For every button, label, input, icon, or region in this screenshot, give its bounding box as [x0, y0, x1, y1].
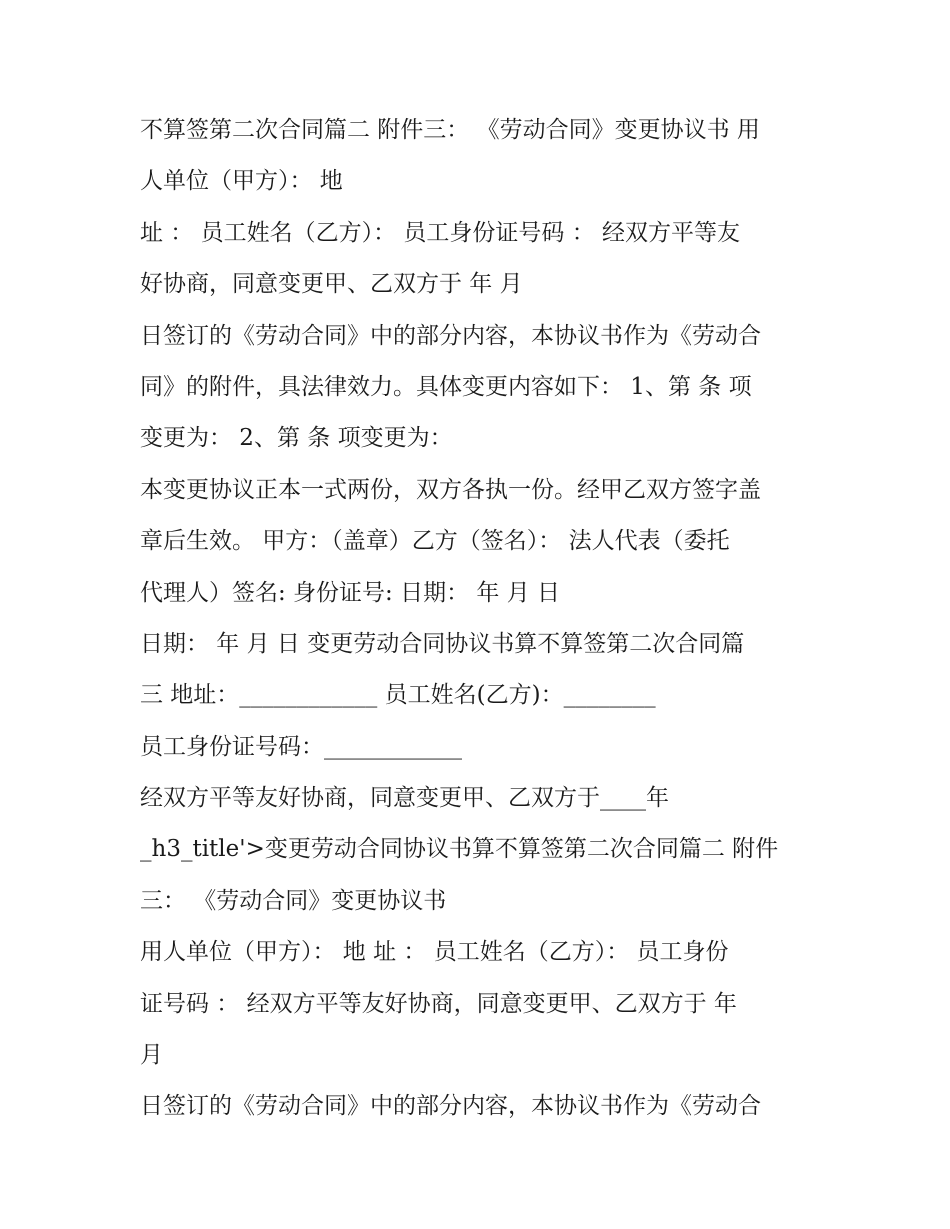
text-line: 三： 《劳动合同》变更协议书 [140, 887, 447, 914]
text-line: 证号码 ： 经双方平等友好协商，同意变更甲、乙双方于 年 [140, 990, 737, 1017]
text-line: 人单位（甲方）： 地 [140, 168, 343, 195]
text-line: 日签订的《劳动合同》中的部分内容，本协议书作为《劳动合 [140, 1093, 761, 1120]
text-line: _h3_title'>变更劳动合同协议书算不算签第二次合同篇二 附件 [140, 836, 779, 863]
text-line: 好协商，同意变更甲、乙双方于 年 月 [140, 271, 523, 298]
text-line: 日期： 年 月 日 变更劳动合同协议书算不算签第二次合同篇 [140, 630, 745, 657]
text-line: 代理人）签名: 身份证号: 日期： 年 月 日 [140, 579, 561, 606]
document-body [140, 105, 820, 1133]
text-line: 不算签第二次合同篇二 附件三： 《劳动合同》变更协议书 用 [140, 117, 760, 143]
text-line: 经双方平等友好协商，同意变更甲、乙双方于____年 [140, 785, 669, 812]
text-line: 章后生效。 甲方：（盖章）乙方（签名）： 法人代表（委托 [140, 528, 730, 555]
text-line: 变更为： 2、第 条 项变更为： [140, 425, 453, 452]
text-line: 本变更协议正本一式两份，双方各执一份。经甲乙双方签字盖 [140, 476, 761, 503]
text-line: 三 地址：____________ 员工姓名(乙方)：________ [140, 682, 656, 709]
text-line: 月 [140, 1042, 163, 1069]
text-line: 员工身份证号码：____________ [140, 733, 462, 760]
text-line: 同》的附件，具法律效力。具体变更内容如下： 1、第 条 项 [140, 373, 752, 400]
text-line: 址 ： 员工姓名（乙方）： 员工身份证号码 ： 经双方平等友 [140, 219, 741, 246]
text-line: 日签订的《劳动合同》中的部分内容，本协议书作为《劳动合 [140, 322, 761, 349]
text-line: 用人单位（甲方）： 地 址 ： 员工姓名（乙方）： 员工身份 [140, 939, 729, 966]
